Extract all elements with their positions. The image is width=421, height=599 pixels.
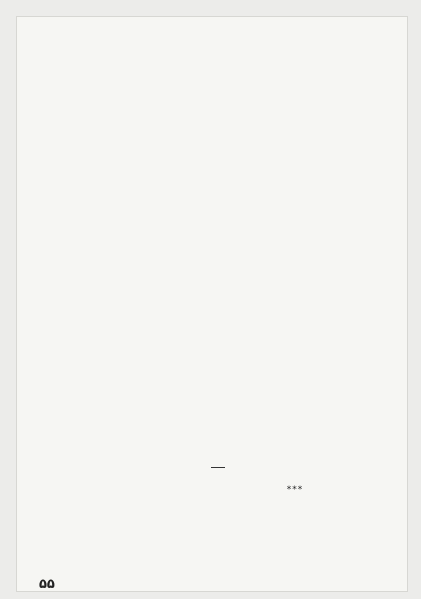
text-line <box>212 227 378 241</box>
text-line <box>212 384 378 398</box>
text-line <box>212 270 378 284</box>
page-number: ۵۵ <box>39 577 55 592</box>
text-line <box>212 86 378 100</box>
text-line <box>42 540 208 554</box>
text-line <box>212 43 378 57</box>
text-line <box>212 57 378 71</box>
text-line <box>42 57 208 71</box>
text-line <box>212 454 378 468</box>
text-line <box>42 114 208 128</box>
column-bottom-rule <box>211 467 225 468</box>
text-line <box>42 171 208 185</box>
text-line <box>42 100 208 114</box>
text-line <box>42 185 208 199</box>
text-line <box>212 539 378 553</box>
text-line <box>212 142 378 156</box>
text-line <box>212 171 378 185</box>
text-line <box>212 398 378 412</box>
left-column <box>42 43 208 568</box>
text-line <box>42 43 208 57</box>
text-line <box>42 86 208 100</box>
text-line <box>42 313 208 327</box>
text-line <box>42 412 208 426</box>
text-line <box>212 71 378 85</box>
text-line <box>212 355 378 369</box>
text-line <box>42 199 208 213</box>
text-line <box>212 114 378 128</box>
text-line <box>212 369 378 383</box>
text-line <box>42 355 208 369</box>
left-column-paragraph-1 <box>42 43 208 568</box>
text-line <box>42 554 208 568</box>
text-line <box>42 213 208 227</box>
text-line <box>42 71 208 85</box>
text-line <box>212 469 378 483</box>
text-line <box>42 227 208 241</box>
document-page <box>16 16 408 592</box>
text-line <box>212 157 378 171</box>
text-line <box>212 327 378 341</box>
text-line <box>212 242 378 256</box>
text-line <box>42 511 208 525</box>
text-line <box>212 313 378 327</box>
text-line <box>212 185 378 199</box>
text-line <box>42 341 208 355</box>
text-line <box>212 525 378 539</box>
text-line <box>42 426 208 440</box>
text-line <box>42 256 208 270</box>
text-line <box>42 398 208 412</box>
text-line <box>42 440 208 454</box>
text-line <box>42 270 208 284</box>
text-line <box>42 525 208 539</box>
right-column-paragraph-2 <box>212 497 378 540</box>
text-line <box>42 497 208 511</box>
text-line <box>212 426 378 440</box>
text-line <box>42 284 208 298</box>
text-line <box>42 369 208 383</box>
text-line <box>42 298 208 312</box>
text-line <box>212 440 378 454</box>
text-line <box>42 242 208 256</box>
text-line <box>212 256 378 270</box>
text-line <box>42 128 208 142</box>
text-line <box>212 341 378 355</box>
text-line <box>212 298 378 312</box>
text-line <box>42 327 208 341</box>
text-line <box>42 454 208 468</box>
text-line <box>212 199 378 213</box>
right-column-paragraph-1 <box>212 43 378 483</box>
text-line <box>42 142 208 156</box>
text-line <box>212 497 378 511</box>
right-column-paragraph-3 <box>212 539 378 553</box>
text-line <box>212 100 378 114</box>
text-line <box>212 511 378 525</box>
text-line <box>212 213 378 227</box>
text-line <box>42 469 208 483</box>
text-line <box>42 157 208 171</box>
text-line <box>212 284 378 298</box>
section-separator: *** <box>286 484 304 495</box>
text-line <box>42 384 208 398</box>
text-line <box>42 483 208 497</box>
right-column <box>212 43 378 554</box>
text-line <box>212 412 378 426</box>
text-line <box>212 128 378 142</box>
